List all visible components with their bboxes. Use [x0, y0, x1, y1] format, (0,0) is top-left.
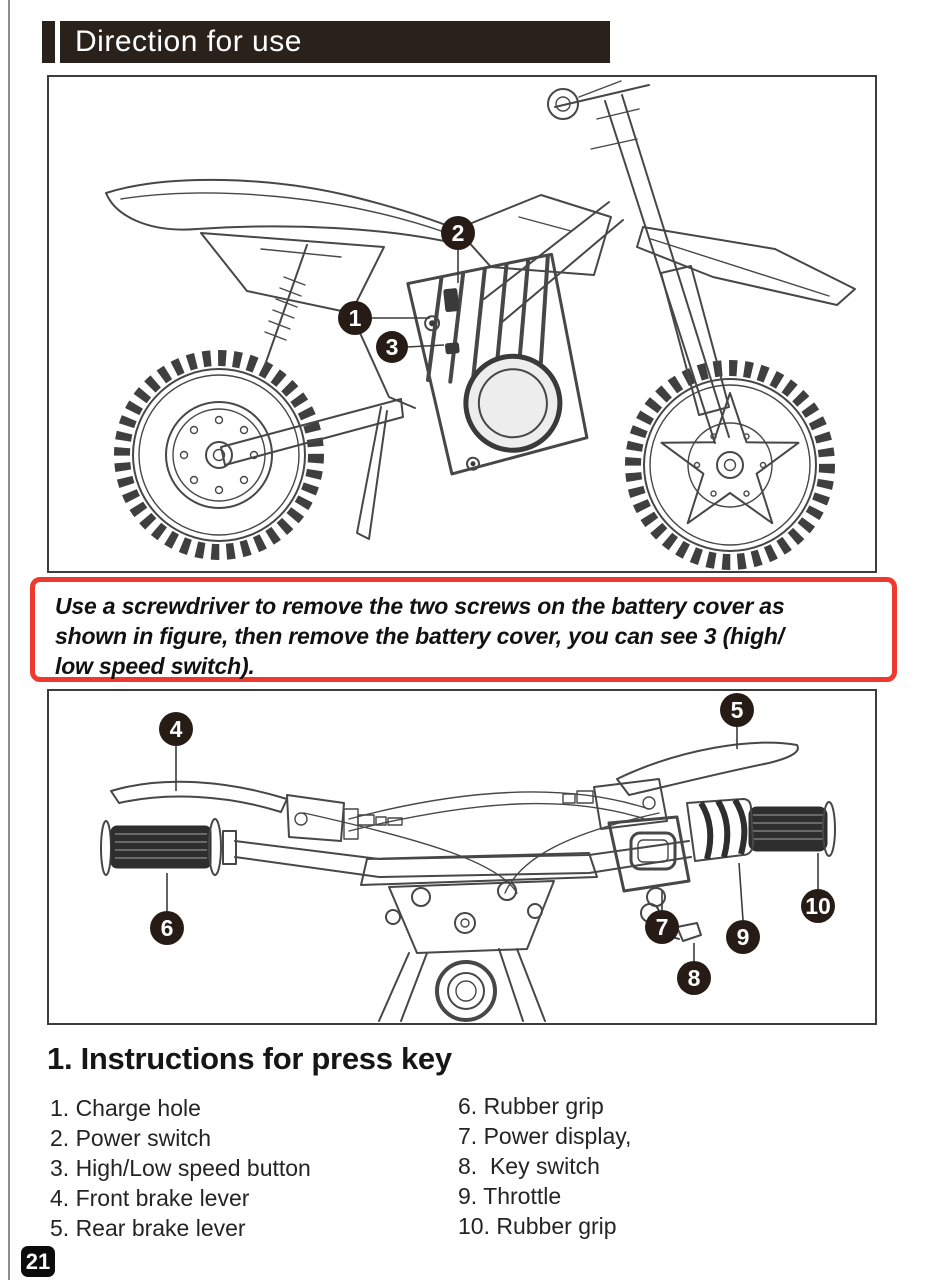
bike-line-art [49, 77, 875, 571]
part-item: 5. Rear brake lever [50, 1215, 246, 1241]
speed-switch-drawing [445, 343, 459, 354]
part-item: 8. Key switch [458, 1153, 600, 1179]
figure-bike-side-view [47, 75, 877, 573]
figure-handlebar-view [47, 689, 877, 1025]
svg-text:1: 1 [348, 305, 362, 331]
note-line: Use a screwdriver to remove the two screws on the battery cover as [55, 593, 785, 619]
note-line: low speed switch). [55, 653, 255, 679]
note-line: shown in figure, then remove the battery cover, you can see 3 (high/ [55, 623, 784, 649]
instruction-note [30, 577, 897, 682]
page-number-badge [21, 1246, 55, 1277]
svg-text:2: 2 [451, 220, 465, 246]
parts-list-right [458, 1091, 631, 1241]
throttle-drawing [687, 799, 753, 861]
page-title-bar [60, 21, 610, 63]
svg-text:10: 10 [805, 893, 831, 919]
front-wheel-drawing [633, 368, 827, 562]
part-item: 7. Power display, [458, 1123, 632, 1149]
part-item: 4. Front brake lever [50, 1185, 250, 1211]
section-heading: 1. Instructions for press key [47, 1041, 452, 1076]
svg-text:8: 8 [687, 965, 701, 991]
svg-text:4: 4 [169, 716, 183, 742]
part-item: 3. High/Low speed button [50, 1155, 311, 1181]
left-grip-drawing [101, 819, 236, 875]
power-display-drawing [609, 817, 689, 891]
svg-text:9: 9 [736, 924, 750, 950]
svg-text:5: 5 [730, 697, 744, 723]
page-left-rule [8, 0, 10, 1280]
triple-clamp-drawing [361, 853, 597, 1021]
part-item: 1. Charge hole [50, 1095, 201, 1121]
part-item: 10. Rubber grip [458, 1213, 617, 1239]
power-switch-drawing [444, 288, 459, 311]
handlebar-tube-drawing [235, 841, 691, 877]
parts-list-left [50, 1093, 311, 1243]
battery-cover-drawing [406, 253, 589, 477]
svg-text:6: 6 [160, 915, 174, 941]
handlebar-line-art [49, 691, 875, 1023]
svg-text:7: 7 [655, 914, 669, 940]
page-number: 21 [25, 1248, 51, 1274]
title-bar-tick [42, 21, 55, 63]
right-grip-drawing [749, 802, 835, 856]
part-item: 9. Throttle [458, 1183, 562, 1209]
rear-wheel-drawing [122, 358, 316, 552]
part-item: 6. Rubber grip [458, 1093, 604, 1119]
cables-drawing [304, 792, 659, 893]
page-title: Direction for use [75, 25, 302, 58]
part-item: 2. Power switch [50, 1125, 212, 1151]
svg-text:3: 3 [385, 334, 399, 360]
